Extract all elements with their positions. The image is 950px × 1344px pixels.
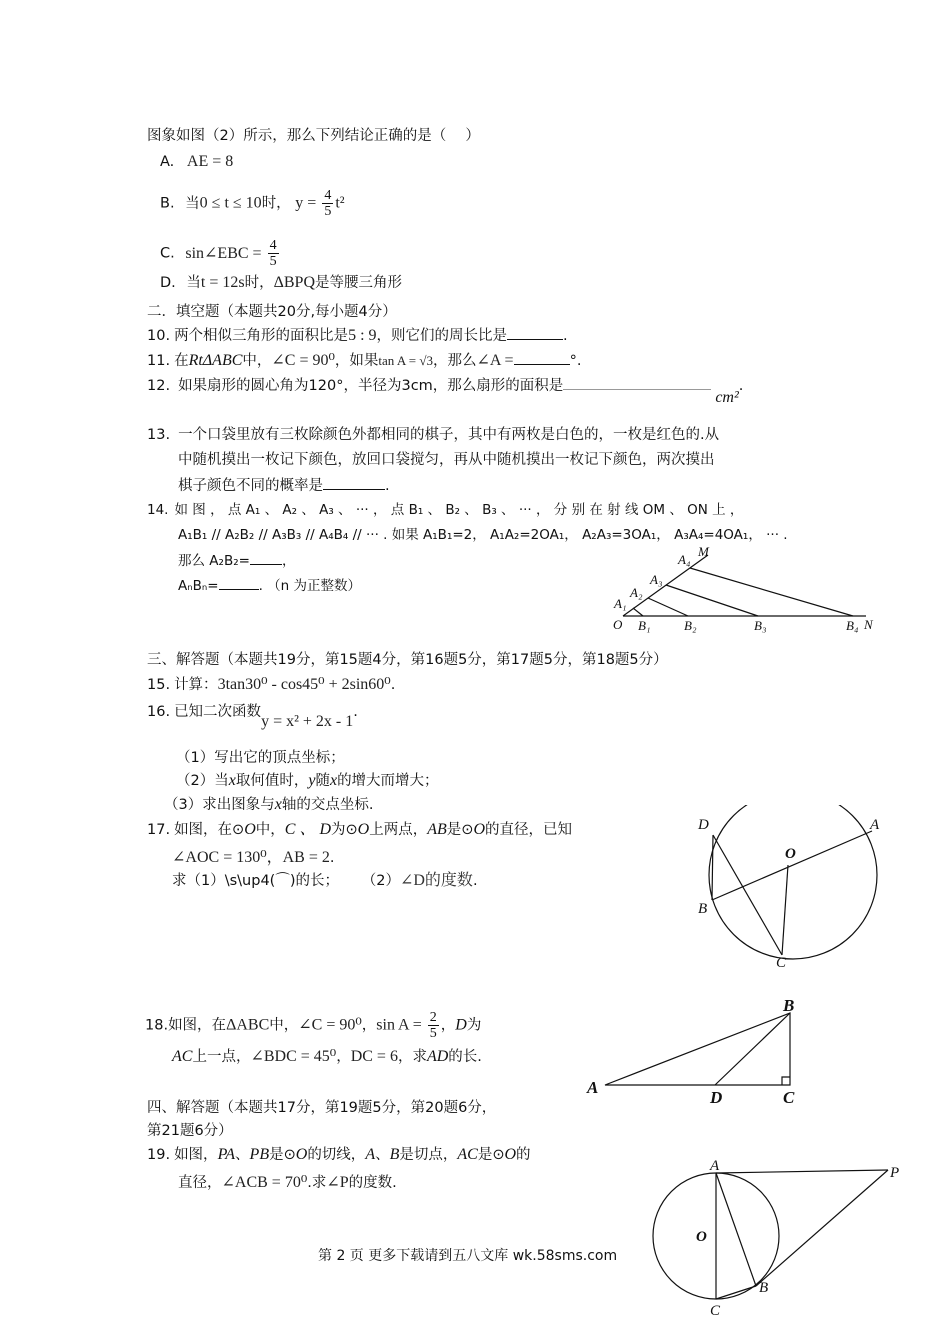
label-a4: A₄ xyxy=(678,552,691,567)
answer-blank xyxy=(563,375,711,390)
label-b2: B₂ xyxy=(684,618,697,633)
q18-figure xyxy=(585,995,810,1110)
label-n: N xyxy=(864,617,873,632)
q18-line1: 18.如图，在ΔABC中，∠C = 90⁰，sin A = $\frac{2}{5}$ ，D为 xyxy=(145,1010,482,1041)
answer-blank xyxy=(323,475,385,490)
segment-a1b1 xyxy=(633,608,643,616)
q19-line1: 19. 如图，PA、PB是⊙O的切线，A、B是切点，AC是⊙O的 xyxy=(147,1146,531,1163)
segment-oc xyxy=(782,865,788,955)
label-d: D xyxy=(710,1088,723,1107)
label-b: B xyxy=(759,1280,769,1296)
q9-option-b: B. 当0 ≤ t ≤ 10时， y = $\frac{4}{5}$ t² xyxy=(160,188,345,219)
label-b1: B₁ xyxy=(638,618,651,633)
q14-line2: A₁B₁ // A₂B₂ // A₃B₃ // A₄B₄ // ··· . 如果 A₁B₁=2， A₁A₂=2OA₁， A₂A₃=3OA₁， A₃A₄=4OA₁， ··· . xyxy=(178,527,788,543)
q14-line4: AₙBₙ= . （n 为正整数） xyxy=(178,575,361,596)
fraction: $\frac{4}{5}$ xyxy=(269,238,277,269)
q17-figure xyxy=(690,805,900,975)
q11: 11. 在RtΔABC中，∠C = 90⁰，如果tan A = √3，那么∠A = °. xyxy=(147,352,582,369)
label-a: A xyxy=(587,1078,599,1097)
q18-line2: AC上一点，∠BDC = 45⁰，DC = 6，求AD的长. xyxy=(172,1048,482,1065)
label-a3: A₃ xyxy=(650,572,663,587)
right-angle-mark xyxy=(782,1077,790,1085)
section2-title: 二．填空题（本题共20分,每小题4分） xyxy=(147,304,397,320)
label-p: P xyxy=(890,1165,900,1181)
answer-blank xyxy=(219,575,259,590)
label-a: A xyxy=(710,1158,720,1174)
q13-line3: 棋子颜色不同的概率是 . xyxy=(178,475,390,496)
label-b4: B₄ xyxy=(846,618,859,633)
section3-title: 三、解答题（本题共19分，第15题4分，第16题5分，第17题5分，第18题5分） xyxy=(147,652,668,668)
label-b: B xyxy=(783,996,795,1015)
triangle-abc xyxy=(605,1013,790,1085)
q9-option-d: D. 当t = 12s时，ΔBPQ是等腰三角形 xyxy=(160,274,403,291)
q19-figure xyxy=(640,1150,910,1320)
answer-blank xyxy=(250,550,282,565)
answer-blank xyxy=(507,325,563,340)
q16: 16. 已知二次函数y = x² + 2x - 1. xyxy=(147,704,358,730)
q10: 10. 两个相似三角形的面积比是5 : 9，则它们的周长比是 . xyxy=(147,327,568,344)
label-o: O xyxy=(696,1229,707,1245)
segment-a4b4 xyxy=(690,568,853,616)
tangent-pb xyxy=(756,1170,888,1286)
q13-line1: 13. 一个口袋里放有三枚除颜色外都相同的棋子，其中有两枚是白色的，一枚是红色的.从 xyxy=(147,427,720,443)
q16-sub3: （3）求出图象与x轴的交点坐标. xyxy=(164,796,374,813)
label-b: B xyxy=(698,901,708,917)
fraction: $\frac{4}{5}$ xyxy=(324,188,332,219)
diameter-ab xyxy=(712,831,872,900)
label-m: M xyxy=(698,544,709,559)
q17-line1: 17. 如图，在⊙O中，C 、 D为⊙O上两点，AB是⊙O的直径，已知 xyxy=(147,821,572,838)
q12: 12. 如果扇形的圆心角为120°，半径为3cm，那么扇形的面积是cm². xyxy=(147,375,743,396)
q17-line3: 求（1）\s\up4(⌒)的长； （2）∠D的度数. xyxy=(172,872,478,889)
segment-db xyxy=(712,835,713,900)
segment-a2b2 xyxy=(648,598,688,616)
label-c: C xyxy=(776,955,787,971)
label-c: C xyxy=(783,1088,795,1107)
section4-title-1: 四、解答题（本题共17分，第19题5分，第20题6分， xyxy=(147,1100,497,1116)
segment-bd xyxy=(715,1013,790,1085)
segment-ab xyxy=(716,1173,756,1286)
section4-title-2: 第21题6分） xyxy=(147,1123,233,1139)
q13-line2: 中随机摸出一枚记下颜色，放回口袋搅匀，再从中随机摸出一枚记下颜色，两次摸出 xyxy=(178,452,715,468)
label-a2: A₂ xyxy=(630,585,643,600)
q14-line1: 14. 如 图 ， 点 A₁ 、 A₂ 、 A₃ 、 ··· ， 点 B₁ 、 B₂ 、 B₃ 、 ··· ， 分 别 在 射 线 OM 、 ON 上 ， xyxy=(147,502,744,518)
q16-sub2: （2）当x取何值时，y随x的增大而增大； xyxy=(176,772,439,789)
label-o: O xyxy=(613,617,623,632)
q19-line2: 直径，∠ACB = 70⁰.求∠P的度数. xyxy=(178,1174,397,1191)
q14-line3: 那么 A₂B₂= ， xyxy=(178,550,295,571)
label-a: A xyxy=(870,817,880,833)
label-d: D xyxy=(698,817,709,833)
q17-line2: ∠AOC = 130⁰，AB = 2. xyxy=(172,849,335,866)
fraction: $\frac{2}{5}$ xyxy=(429,1010,437,1041)
q9-option-a: A. AE = 8 xyxy=(160,153,234,170)
page-footer: 第 2 页 更多下载请到五八文库 wk.58sms.com xyxy=(318,1248,618,1264)
q9-option-c: C. sin∠EBC = $\frac{4}{5}$ xyxy=(160,238,277,269)
q16-sub1: （1）写出它的顶点坐标； xyxy=(176,750,345,766)
label-o: O xyxy=(785,846,796,862)
circle-o xyxy=(709,805,877,959)
q15: 15. 计算：3tan30⁰ - cos45⁰ + 2sin60⁰. xyxy=(147,676,396,693)
label-a1: A₁ xyxy=(614,596,627,611)
answer-blank xyxy=(514,350,570,365)
q9-stem: 图象如图（2）所示，那么下列结论正确的是（ ） xyxy=(147,128,480,144)
tangent-pa xyxy=(716,1170,888,1173)
label-b3: B₃ xyxy=(754,618,767,633)
segment-bc xyxy=(716,1286,756,1299)
segment-a3b3 xyxy=(666,585,758,616)
label-c: C xyxy=(710,1303,721,1319)
q14-figure xyxy=(608,540,878,640)
